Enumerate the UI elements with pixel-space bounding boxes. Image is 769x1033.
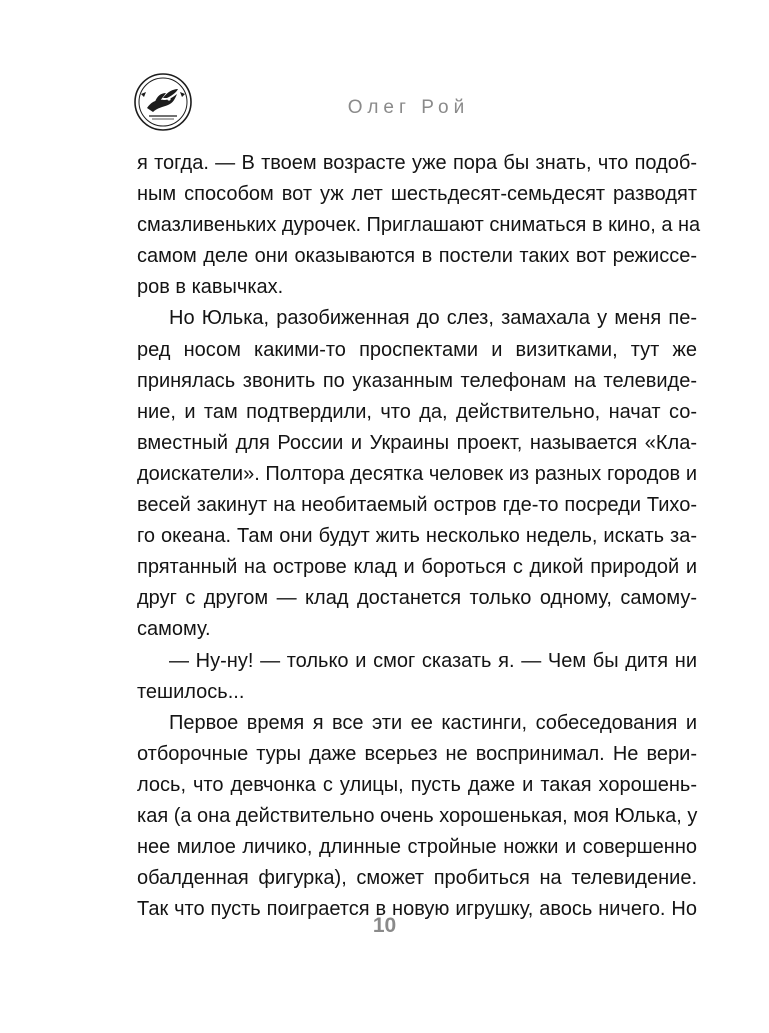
text-line: я тогда. — В твоем возрасте уже пора бы знать, что подоб-	[137, 152, 697, 174]
text-line: доискатели». Полтора десятка человек из разных городов и	[137, 462, 697, 485]
text-line: нее милое личико, длинные стройные ножки и совершенно	[137, 836, 697, 859]
body-text	[137, 148, 701, 925]
text-line: — Ну-ну! — только и смог сказать я. — Чем бы дитя ни	[169, 649, 697, 672]
text-line: прятанный на острове клад и бороться с дикой природой и	[137, 556, 697, 579]
text-line: кая (а она действительно очень хорошенькая, моя Юлька, у	[137, 804, 698, 827]
text-line: Первое время я все эти ее кастинги, собеседования и	[169, 711, 697, 734]
text-line: самом деле они оказываются в постели таких вот режиссе-	[137, 245, 697, 268]
text-line: лось, что девчонка с улицы, пусть даже и такая хорошень-	[137, 773, 697, 796]
text-line: принялась звонить по указанным телефонам на телевиде-	[137, 369, 697, 392]
page-number: 10	[372, 914, 397, 937]
running-head-author: Олег Рой	[347, 97, 470, 118]
text-line: весей закинут на необитаемый остров где-то посреди Тихо-	[137, 494, 697, 517]
text-line: ред носом какими-то проспектами и визитками, тут же	[137, 338, 697, 361]
text-line: обалденная фигурка), сможет пробиться на телевидение.	[137, 867, 697, 890]
text-line: ров в кавычках.	[137, 276, 284, 299]
text-line: тешилось...	[137, 680, 245, 703]
text-line: самому.	[137, 618, 211, 641]
text-line: Но Юлька, разобиженная до слез, замахала у меня пе-	[169, 307, 697, 330]
text-line: Так что пусть поиграется в новую игрушку, авось ничего. Но	[137, 898, 697, 921]
text-line: ние, и там подтвердили, что да, действительно, начат со-	[137, 400, 697, 423]
text-line: друг с другом — клад достанется только одному, самому-	[137, 587, 697, 610]
text-line: го океана. Там они будут жить несколько недель, искать за-	[137, 525, 697, 548]
text-line: отборочные туры даже всерьез не воспринимал. Не вери-	[137, 742, 697, 765]
text-line: ным способом вот уж лет шестьдесят-семьдесят разводят	[137, 183, 697, 206]
text-line: вместный для России и Украины проект, называется «Кла-	[137, 431, 697, 454]
text-line: смазливеньких дурочек. Приглашают сниматься в кино, а на	[137, 214, 701, 237]
